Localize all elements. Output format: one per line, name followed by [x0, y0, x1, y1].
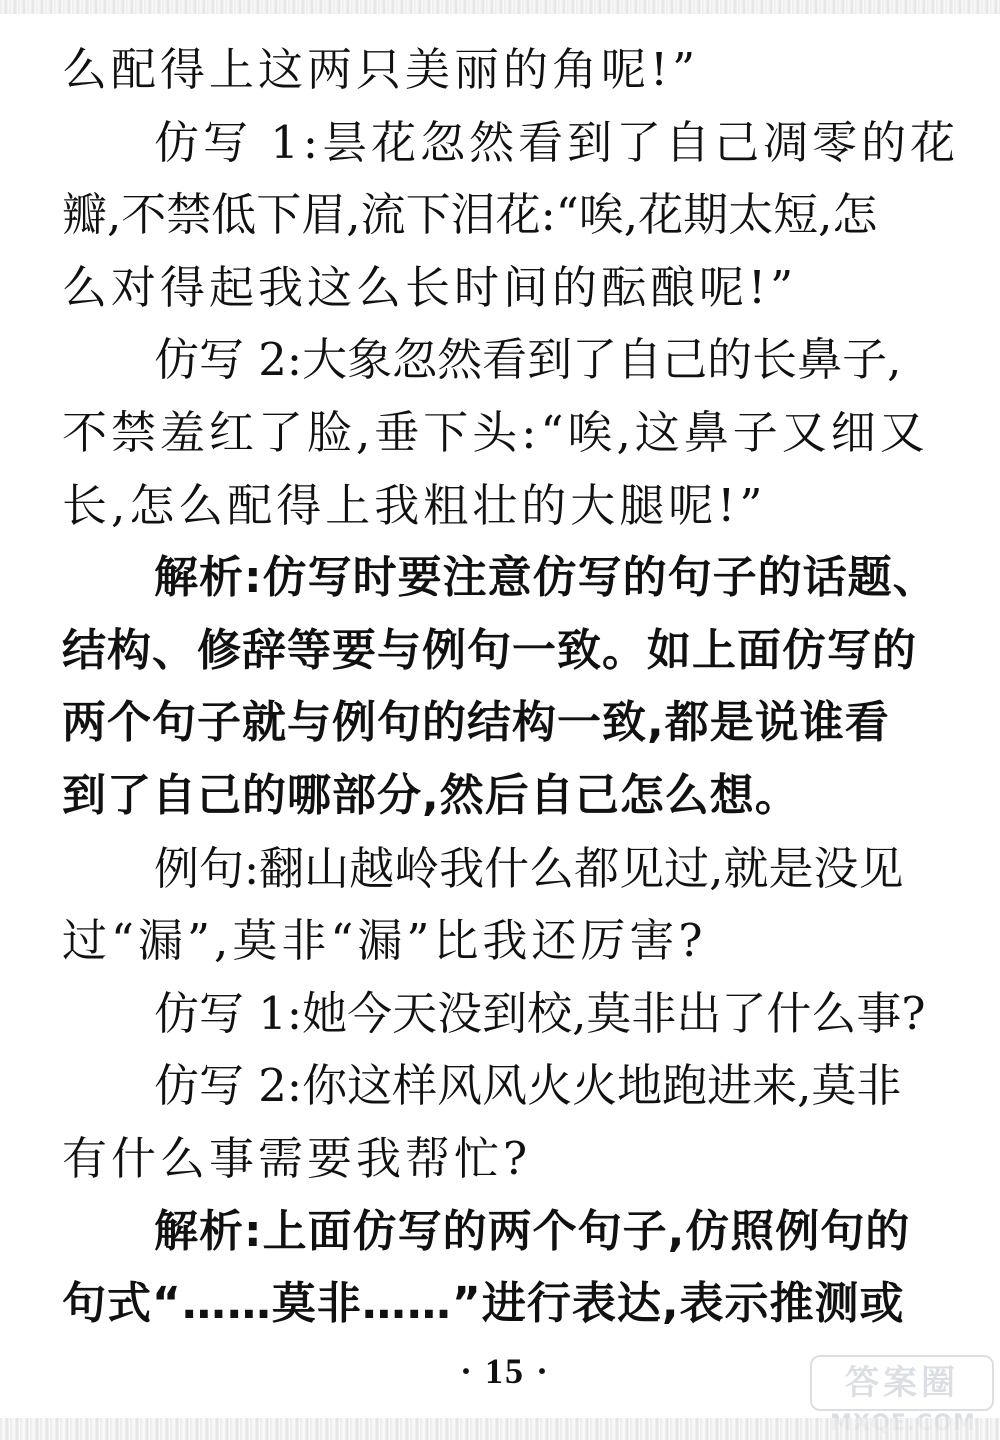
watermark-main-text: 答案圈	[810, 1355, 994, 1411]
text-line: 么配得上这两只美丽的角呢!”	[62, 43, 700, 96]
page-number: · 15 ·	[459, 1351, 550, 1391]
scan-bottom-edge	[0, 1418, 1000, 1440]
text-line: 解析:仿写时要注意仿写的句子的话题、	[154, 552, 938, 604]
text-line: 到了自己的哪部分,然后自己怎么想。	[62, 769, 800, 821]
text-line: 长,怎么配得上我粗壮的大腿呢!”	[62, 478, 767, 532]
text-line: 两个句子就与例句的结构一致,都是说谁看	[62, 697, 890, 749]
text-line: 瓣,不禁低下眉,流下泪花:“唉,花期太短,怎	[62, 188, 878, 242]
text-line: 解析:上面仿写的两个句子,仿照例句的	[154, 1205, 911, 1257]
scan-top-edge	[0, 0, 1000, 14]
text-line: 结构、修辞等要与例句一致。如上面仿写的	[62, 624, 917, 676]
text-line: 句式“……莫非……”进行表达,表示推测或	[62, 1278, 905, 1330]
text-line: 仿写 1:她今天没到校,莫非出了什么事?	[154, 986, 926, 1040]
text-line: 么对得起我这么长时间的酝酿呢!”	[62, 260, 798, 314]
text-line: 仿写 1:昙花忽然看到了自己凋零的花	[154, 115, 960, 169]
text-line: 仿写 2:大象忽然看到了自己的长鼻子,	[154, 333, 902, 387]
text-line: 例句:翻山越岭我什么都见过,就是没见	[154, 841, 904, 895]
text-line: 仿写 2:你这样风风火火地跑进来,莫非	[154, 1059, 902, 1113]
text-line: 不禁羞红了脸,垂下头:“唉,这鼻子又细又	[62, 405, 929, 459]
body-text	[62, 34, 962, 1341]
text-line: 有什么事需要我帮忙?	[62, 1131, 532, 1185]
text-line: 过“漏”,莫非“漏”比我还厉害?	[62, 914, 707, 968]
